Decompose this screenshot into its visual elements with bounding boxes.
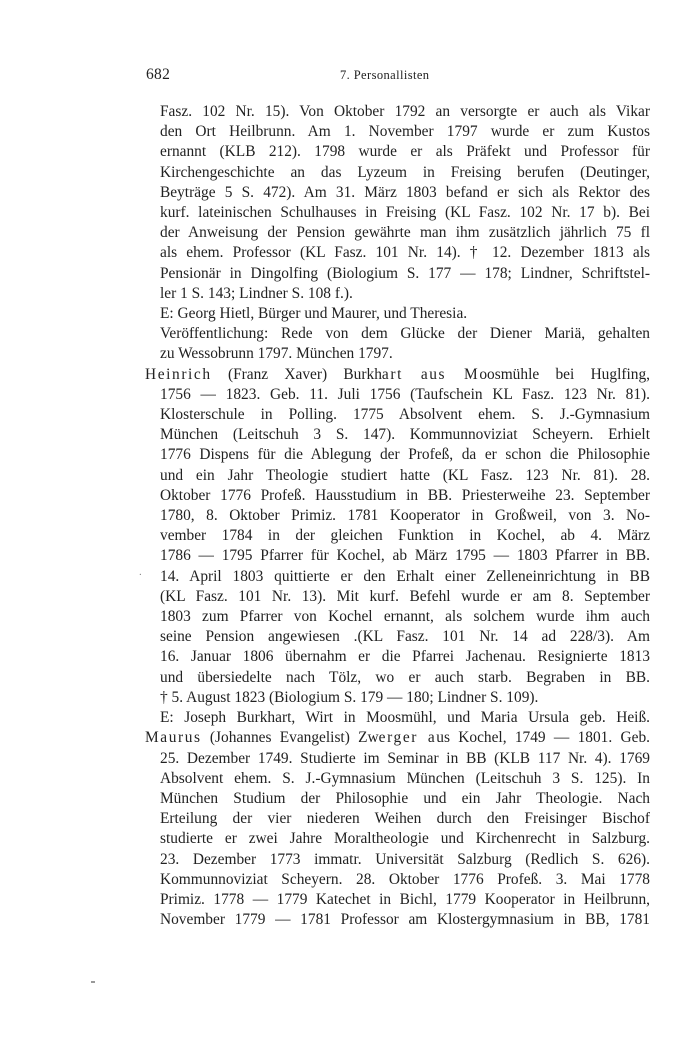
text-line: zu Wessobrunn 1797. München 1797.: [160, 345, 393, 363]
margin-dot: .: [139, 566, 142, 578]
margin-mark: [91, 981, 95, 983]
text-line: Primiz. 1778 — 1779 Katechet in Bichl, 1779 Kooperator in Heilbrunn,: [160, 890, 650, 908]
text-line: München (Leitschuh 3 S. 147). Kommunnoviziat Scheyern. Erhielt: [160, 426, 650, 444]
text-line: November 1779 — 1781 Professor am Klostergymnasium in BB, 1781: [160, 911, 650, 929]
text-line: 25. Dezember 1749. Studierte im Seminar in BB (KLB 117 Nr. 4). 1769: [160, 749, 650, 767]
page-number: 682: [146, 66, 171, 83]
text-line: (KL Fasz. 101 Nr. 13). Mit kurf. Befehl wurde er am 8. September: [160, 587, 650, 605]
text-line: ler 1 S. 143; Lindner S. 108 f.).: [160, 284, 353, 302]
text-line: 1780, 8. Oktober Primiz. 1781 Kooperator in Großweil, von 3. No-: [160, 507, 650, 525]
text-line: München Studium der Philosophie und ein Jahr Theologie. Nach: [160, 789, 650, 807]
text-line: Kommunnoviziat Scheyern. 28. Oktober 1776 Profeß. 3. Mai 1778: [160, 870, 650, 888]
running-head: 7. Personallisten: [340, 68, 430, 82]
text-line: 16. Januar 1806 übernahm er die Pfarrei Jachenau. Resignierte 1813: [160, 648, 650, 666]
text-line: Kirchengeschichte an das Lyzeum in Freising berufen (Deutinger,: [160, 163, 650, 181]
text-line: den Ort Heilbrunn. Am 1. November 1797 wurde er zum Kustos: [160, 123, 650, 141]
text-line: ernannt (KLB 212). 1798 wurde er als Präfekt und Professor für: [160, 143, 650, 161]
entry-heading-line: Heinrich (Franz Xaver) Burkhart aus Moosmühle bei Huglfing,: [145, 365, 650, 383]
text-line: und ein Jahr Theologie studiert hatte (KL Fasz. 123 Nr. 81). 28.: [160, 466, 650, 484]
text-line: 1786 — 1795 Pfarrer für Kochel, ab März 1795 — 1803 Pfarrer in BB.: [160, 547, 650, 565]
text-line: und übersiedelte nach Tölz, wo er auch starb. Begraben in BB.: [160, 668, 650, 686]
text-line: E: Joseph Burkhart, Wirt in Moosmühl, und Maria Ursula geb. Heiß.: [160, 709, 650, 727]
text-line: 23. Dezember 1773 immatr. Universität Salzburg (Redlich S. 626).: [160, 850, 650, 868]
text-line: Veröffentlichung: Rede von dem Glücke der Diener Mariä, gehalten: [160, 325, 650, 343]
text-line: † 5. August 1823 (Biologium S. 179 — 180; Lindner S. 109).: [160, 688, 539, 706]
text-line: Klosterschule in Polling. 1775 Absolvent ehem. S. J.-Gymnasium: [160, 406, 650, 424]
text-line: Fasz. 102 Nr. 15). Von Oktober 1792 an versorgte er auch als Vikar: [160, 103, 650, 120]
text-line: Oktober 1776 Profeß. Hausstudium in BB. Priesterweihe 23. September: [160, 486, 650, 504]
text-line: 1803 zum Pfarrer von Kochel ernannt, als solchem wurde ihm auch: [160, 608, 650, 626]
body-text: [145, 102, 650, 930]
text-line: vember 1784 in der gleichen Funktion in Kochel, ab 4. März: [160, 527, 650, 545]
text-line: studierte er zwei Jahre Moraltheologie und Kirchenrecht in Salzburg.: [160, 830, 650, 848]
text-line: Erteilung der vier niederen Weihen durch den Freisinger Bischof: [160, 810, 650, 828]
text-line: kurf. lateinischen Schulhauses in Freising (KL Fasz. 102 Nr. 17 b). Bei: [160, 204, 650, 222]
text-line: 1776 Dispens für die Ablegung der Profeß, da er schon die Philosophie: [160, 446, 650, 464]
text-line: E: Georg Hietl, Bürger und Maurer, und Theresia.: [160, 305, 468, 323]
text-line: Beyträge 5 S. 472). Am 31. März 1803 befand er sich als Rektor des: [160, 183, 650, 201]
text-line: 14. April 1803 quittierte er den Erhalt einer Zelleneinrichtung in BB: [160, 567, 650, 585]
text-line: Pensionär in Dingolfing (Biologium S. 177 — 178; Lindner, Schriftstel-: [160, 264, 650, 282]
text-line: der Anweisung der Pension gewährte man ihm zusätzlich jährlich 75 fl: [160, 224, 650, 242]
text-line: 1756 — 1823. Geb. 11. Juli 1756 (Taufschein KL Fasz. 123 Nr. 81).: [160, 385, 650, 403]
text-line: seine Pension angewiesen .(KL Fasz. 101 Nr. 14 ad 228/3). Am: [160, 628, 650, 646]
text-line: als ehem. Professor (KL Fasz. 101 Nr. 14). † 12. Dezember 1813 als: [160, 244, 650, 262]
entry-heading-line: Maurus (Johannes Evangelist) Zwerger aus Kochel, 1749 — 1801. Geb.: [145, 729, 650, 747]
text-line: Absolvent ehem. S. J.-Gymnasium München (Leitschuh 3 S. 125). In: [160, 769, 650, 787]
